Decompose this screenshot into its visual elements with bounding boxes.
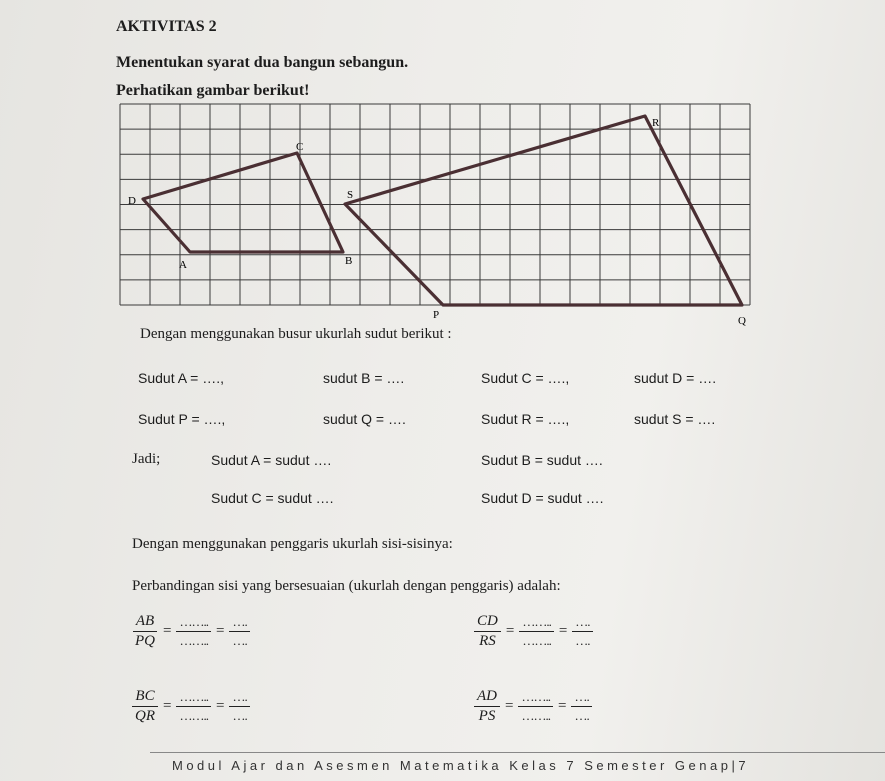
angle-b-field[interactable]: sudut B = …. (323, 370, 405, 386)
ratio-ad-ps: $\frac{AD}{PS}$ = $\frac{\dots\dots..}{\dots\dots..}$ = $\frac{\dots.}{\dots.}$ (472, 688, 594, 725)
footer-divider (150, 752, 885, 753)
ratio-blank-measure[interactable]: $\frac{\dots\dots..}{\dots\dots..}$ (518, 689, 553, 724)
jadi-label: Jadi; (132, 451, 161, 467)
ratio-fraction: $\frac{BC}{QR}$ (132, 688, 158, 725)
ratio-fraction: $\frac{CD}{RS}$ (474, 613, 501, 650)
angle-d-field[interactable]: sudut D = …. (634, 370, 717, 386)
ratio-blank-measure[interactable]: $\frac{\dots\dots..}{\dots\dots..}$ (519, 614, 554, 649)
activity-title: AKTIVITAS 2 (116, 18, 217, 35)
ratio-blank-result[interactable]: $\frac{\dots.}{\dots.}$ (229, 689, 249, 724)
angle-a-field[interactable]: Sudut A = …., (138, 370, 225, 386)
label-c: C (296, 141, 304, 153)
ratio-fraction: $\frac{AB}{PQ}$ (132, 613, 158, 650)
footer-text: Modul Ajar dan Asesmen Matematika Kelas 7 Semester Genap|7 (172, 758, 750, 773)
conclusion-angle-c[interactable]: Sudut C = sudut …. (211, 490, 334, 506)
quadrilateral-pqrs (345, 116, 742, 305)
ratio-fraction: $\frac{AD}{PS}$ (474, 688, 500, 725)
sides-instruction: Dengan menggunakan penggaris ukurlah sisi-sisinya: (132, 536, 453, 552)
ratio-blank-result[interactable]: $\frac{\dots.}{\dots.}$ (572, 614, 592, 649)
angle-r-field[interactable]: Sudut R = …., (481, 411, 570, 427)
angle-instruction: Dengan menggunakan busur ukurlah sudut berikut : (140, 326, 452, 342)
activity-subtitle: Menentukan syarat dua bangun sebangun. (116, 54, 409, 71)
angle-p-field[interactable]: Sudut P = …., (138, 411, 226, 427)
label-r: R (652, 117, 660, 129)
ratio-cd-rs: $\frac{CD}{RS}$ = $\frac{\dots\dots..}{\dots\dots..}$ = $\frac{\dots.}{\dots.}$ (472, 613, 595, 650)
conclusion-angle-b[interactable]: Sudut B = sudut …. (481, 452, 603, 468)
angle-c-field[interactable]: Sudut C = …., (481, 370, 570, 386)
ratio-blank-result[interactable]: $\frac{\dots.}{\dots.}$ (571, 689, 591, 724)
angle-q-field[interactable]: sudut Q = …. (323, 411, 406, 427)
label-q: Q (738, 315, 746, 327)
ratio-blank-result[interactable]: $\frac{\dots.}{\dots.}$ (229, 614, 249, 649)
figure-instruction: Perhatikan gambar berikut! (116, 82, 310, 99)
label-s: S (347, 189, 354, 201)
label-p: P (433, 309, 440, 321)
conclusion-angle-d[interactable]: Sudut D = sudut …. (481, 490, 604, 506)
conclusion-angle-a[interactable]: Sudut A = sudut …. (211, 452, 332, 468)
label-d: D (128, 195, 136, 207)
ratio-instruction: Perbandingan sisi yang bersesuaian (ukurlah dengan penggaris) adalah: (132, 578, 561, 594)
ratio-blank-measure[interactable]: $\frac{\dots\dots..}{\dots\dots..}$ (176, 614, 211, 649)
ratio-ab-pq: $\frac{AB}{PQ}$ = $\frac{\dots\dots..}{\dots\dots..}$ = $\frac{\dots.}{\dots.}$ (130, 613, 252, 650)
ratio-blank-measure[interactable]: $\frac{\dots\dots..}{\dots\dots..}$ (176, 689, 211, 724)
angle-s-field[interactable]: sudut S = …. (634, 411, 716, 427)
label-b: B (345, 255, 353, 267)
ratio-bc-qr: $\frac{BC}{QR}$ = $\frac{\dots\dots..}{\dots\dots..}$ = $\frac{\dots.}{\dots.}$ (130, 688, 252, 725)
label-a: A (179, 259, 187, 271)
quadrilateral-abcd (143, 153, 343, 252)
